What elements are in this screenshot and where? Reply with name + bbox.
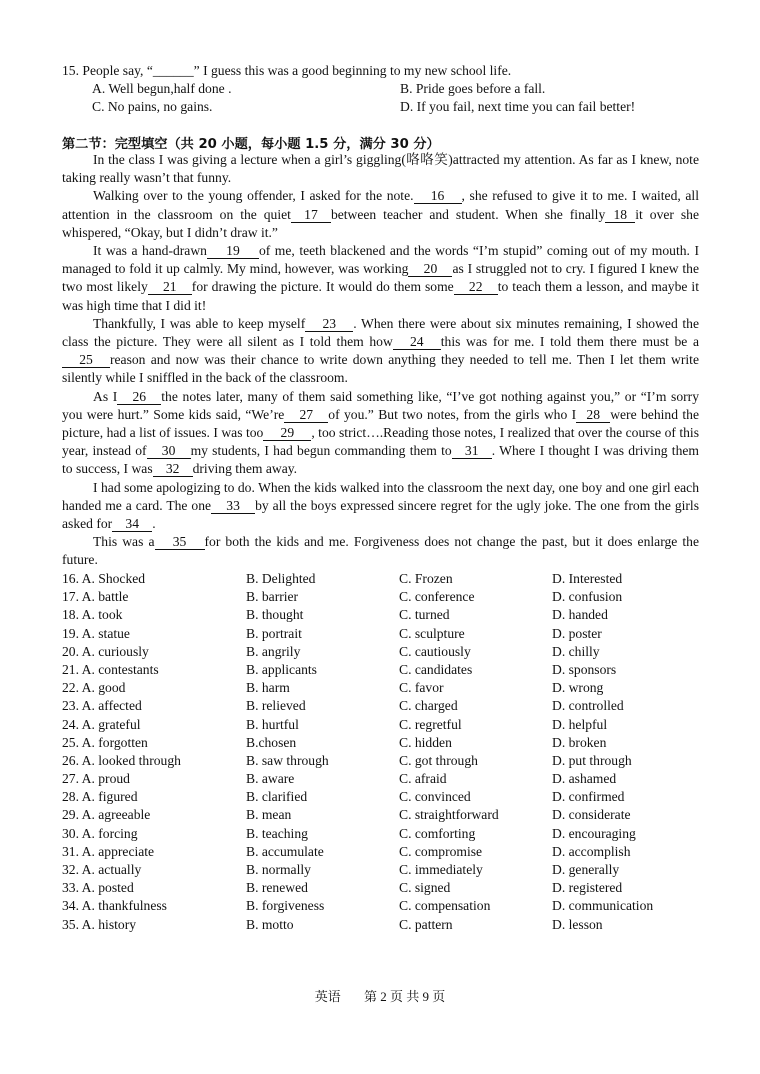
option-b: B. Pride goes before a fall.	[400, 81, 546, 96]
option-b: B. angrily	[246, 643, 301, 659]
option-row	[62, 588, 702, 606]
blank-35: 35	[155, 535, 205, 550]
paragraph-text: by all the boys expressed sincere regret for the ugly joke. The one from the girls asked for	[62, 497, 700, 532]
paragraph-text: this was for me. I told them there must be a	[440, 334, 699, 350]
blank-27: 27	[284, 408, 328, 423]
option-d: D. confirmed	[552, 789, 625, 805]
option-a: 26. A. looked through	[62, 752, 181, 768]
option-row	[62, 734, 702, 752]
option-a: 21. A. contestants	[62, 661, 159, 677]
paragraph-7	[62, 533, 699, 569]
option-d: D. confusion	[552, 589, 623, 605]
paragraph-4	[62, 315, 699, 388]
option-a: A. Well begun,half done .	[92, 81, 232, 96]
option-row	[62, 661, 702, 679]
option-a: 19. A. statue	[62, 625, 130, 641]
option-b: B. relieved	[246, 698, 306, 714]
option-a: 31. A. appreciate	[62, 843, 155, 859]
option-row	[62, 897, 702, 915]
paragraph-text: reason and now was their chance to write down anything they needed to tell me. Then I let them write silently while I sniffled in the back of the classroom.	[62, 352, 699, 386]
option-row	[62, 80, 702, 98]
option-a: 35. A. history	[62, 916, 137, 932]
option-d: D. If you fail, next time you can fail better!	[400, 99, 636, 114]
paragraph-text: driving them away.	[192, 461, 298, 477]
option-d: D. accomplish	[552, 843, 631, 859]
option-row	[62, 697, 702, 715]
option-row	[62, 643, 702, 661]
option-b: B. motto	[246, 916, 294, 932]
paragraph-text: This was a	[93, 534, 155, 550]
option-c: C. No pains, no gains.	[92, 99, 213, 114]
option-a: 32. A. actually	[62, 862, 142, 877]
option-d: D. broken	[552, 734, 607, 750]
section-title: 第二节：完型填空（共 20 小题，每小题 1.5 分，满分 30 分）	[62, 137, 440, 152]
paragraph-1	[62, 151, 699, 187]
paragraph-3	[62, 242, 699, 315]
paragraph-text: my students, I had begun commanding them to	[190, 443, 452, 459]
option-c: C. afraid	[399, 771, 447, 787]
option-d: D. sponsors	[552, 661, 617, 677]
blank-26: 26	[117, 390, 161, 405]
paragraph-text: of you.” But two notes, from the girls who I	[328, 406, 577, 422]
paragraph-6	[62, 479, 699, 534]
option-a: 17. A. battle	[62, 589, 129, 605]
paragraph-text: . When there were about six minutes remaining, I showed the class the picture. They were all silent as I told them how	[62, 315, 699, 350]
option-row	[62, 843, 702, 861]
option-a: 16. A. Shocked	[62, 571, 146, 586]
option-a: 20. A. curiously	[62, 643, 149, 659]
option-c: C. pattern	[399, 916, 453, 932]
option-a: 23. A. affected	[62, 698, 142, 714]
option-b: B. mean	[246, 807, 292, 823]
option-b: B. thought	[246, 607, 304, 623]
option-b: B. accumulate	[246, 843, 324, 859]
option-row	[62, 625, 702, 643]
blank-21: 21	[148, 280, 192, 295]
option-row	[62, 570, 702, 588]
paragraph-text: were behind the picture, had a list of issues. I was too	[62, 406, 699, 441]
option-b: B. aware	[246, 771, 295, 787]
blank-23: 23	[305, 317, 353, 332]
blank-31: 31	[452, 444, 492, 459]
option-row	[62, 825, 702, 843]
blank-22: 22	[454, 280, 498, 295]
option-row	[62, 752, 702, 770]
paragraph-text: Walking over to the young offender, I asked for the note.	[93, 188, 414, 204]
paragraph-text: .	[152, 516, 156, 532]
option-row	[62, 770, 702, 788]
option-row	[62, 806, 702, 824]
option-d: D. poster	[552, 625, 602, 641]
option-a: 18. A. took	[62, 607, 123, 623]
paragraph-text: it over she whispered, “Okay, but I didn’t draw it.”	[62, 206, 699, 240]
option-d: D. handed	[552, 607, 608, 623]
option-a: 25. A. forgotten	[62, 734, 148, 750]
option-b: B. applicants	[246, 661, 317, 677]
paragraph-text: to teach them a lesson, and maybe it was high time that I did it!	[62, 279, 699, 313]
option-b: B. saw through	[246, 752, 329, 768]
paragraph-text: It was a hand-drawn	[93, 243, 207, 259]
option-a: 33. A. posted	[62, 880, 134, 896]
option-row	[62, 98, 702, 116]
option-row	[62, 916, 702, 934]
paragraph-text: , she refused to give it to me. I waited, all attention in the classroom on the quiet	[62, 188, 699, 222]
paragraph-text: , too strict….Reading those notes, I realized that over the course of this year, instead of	[62, 425, 699, 459]
paragraph-text: I had some apologizing to do. When the kids walked into the classroom the next day, one boy and one girl each handed me a card. The one	[62, 479, 699, 513]
option-row	[62, 679, 702, 697]
option-b: B. barrier	[246, 589, 299, 605]
option-a: 27. A. proud	[62, 771, 130, 787]
option-row	[62, 879, 702, 897]
blank-17: 17	[291, 208, 331, 223]
paragraph-text: In the class I was giving a lecture when a girl’s giggling(咯咯笑)attracted my attention. As far as I knew, note taking really wasn’t that funny.	[62, 152, 699, 186]
option-c: C. hidden	[399, 734, 452, 750]
option-c: C. cautiously	[399, 643, 471, 659]
option-c: C. conference	[399, 589, 475, 605]
option-c: C. regretful	[399, 716, 462, 732]
option-d: D. communication	[552, 898, 654, 914]
footer-subject: 英语	[314, 989, 341, 1004]
question-15	[62, 62, 702, 116]
paragraph-text: the notes later, many of them said something like, “I’ve got nothing against you,” or “I’m sorry you were hurt.” Some kids said, “We’re	[62, 388, 699, 422]
option-c: C. signed	[399, 880, 451, 896]
blank-29: 29	[263, 426, 311, 441]
option-d: D. registered	[552, 880, 623, 896]
paragraph-text: of me, teeth blackened and the words “I’m stupid” coming out of my mouth. I managed to fold it up calmly. My mind, however, was working	[62, 243, 699, 277]
blank-28: 28	[576, 408, 610, 423]
option-b: B. Delighted	[246, 571, 316, 586]
option-a: 24. A. grateful	[62, 716, 141, 732]
paragraph-text: between teacher and student. When she finally	[330, 206, 606, 222]
paragraph-text: for drawing the picture. It would do them some	[191, 279, 454, 295]
paragraph-text: for both the kids and me. Forgiveness does not change the past, but it does enlarge the future.	[62, 534, 699, 568]
page-footer	[0, 986, 760, 1005]
paragraph-2	[62, 187, 699, 242]
option-b: B. portrait	[246, 625, 302, 641]
option-row	[62, 716, 702, 734]
answer-options	[62, 570, 702, 934]
blank-18: 18	[605, 208, 635, 223]
option-a: 30. A. forcing	[62, 825, 138, 841]
option-b: B. harm	[246, 680, 290, 696]
paragraph-5	[62, 388, 699, 479]
option-d: D. lesson	[552, 916, 603, 932]
option-c: C. turned	[399, 607, 450, 623]
option-c: C. compensation	[399, 898, 491, 914]
blank-19: 19	[207, 244, 259, 259]
option-c: C. immediately	[399, 862, 483, 877]
option-b: B. forgiveness	[246, 898, 325, 914]
option-d: D. put through	[552, 752, 632, 768]
option-row	[62, 788, 702, 806]
option-d: D. chilly	[552, 643, 600, 659]
paragraph-text: as I struggled not to cry. I figured I knew the two most likely	[62, 261, 699, 295]
option-c: C. got through	[399, 752, 478, 768]
option-d: D. Interested	[552, 571, 623, 586]
footer-page-number: 第 2 页 共 9 页	[364, 989, 446, 1004]
option-c: C. Frozen	[399, 571, 453, 586]
option-row	[62, 606, 702, 624]
option-c: C. candidates	[399, 661, 473, 677]
option-a: 28. A. figured	[62, 789, 138, 805]
cloze-passage	[62, 151, 699, 570]
option-b: B. hurtful	[246, 716, 299, 732]
option-d: D. helpful	[552, 716, 608, 732]
option-d: D. ashamed	[552, 771, 617, 787]
question-stem: 15. People say, “______” I guess this was a good beginning to my new school life.	[62, 63, 512, 78]
blank-32: 32	[153, 462, 193, 477]
blank-25: 25	[62, 353, 110, 368]
option-b: B. teaching	[246, 825, 308, 841]
option-d: D. wrong	[552, 680, 604, 696]
option-a: 29. A. agreeable	[62, 807, 151, 823]
option-b: B.chosen	[246, 734, 297, 750]
option-c: C. straightforward	[399, 807, 499, 823]
option-a: 22. A. good	[62, 680, 126, 696]
option-b: B. normally	[246, 862, 311, 877]
option-a: 34. A. thankfulness	[62, 898, 167, 914]
option-b: B. renewed	[246, 880, 308, 896]
option-d: D. controlled	[552, 698, 624, 714]
blank-33: 33	[211, 499, 255, 514]
blank-30: 30	[147, 444, 191, 459]
option-d: D. considerate	[552, 807, 631, 823]
blank-16: 16	[414, 189, 462, 204]
blank-20: 20	[408, 262, 452, 277]
option-c: C. charged	[399, 698, 458, 714]
blank-34: 34	[112, 517, 152, 532]
paragraph-text: As I	[93, 388, 118, 404]
paragraph-text: Thankfully, I was able to keep myself	[93, 315, 306, 331]
option-c: C. sculpture	[399, 625, 465, 641]
option-c: C. favor	[399, 680, 444, 696]
option-d: D. encouraging	[552, 825, 636, 841]
option-c: C. comforting	[399, 825, 476, 841]
paragraph-text: . Where I thought I was driving them to success, I was	[62, 443, 699, 477]
blank-24: 24	[393, 335, 441, 350]
option-c: C. convinced	[399, 789, 471, 805]
option-row	[62, 861, 702, 879]
option-b: B. clarified	[246, 789, 308, 805]
option-d: D. generally	[552, 862, 620, 877]
option-c: C. compromise	[399, 843, 483, 859]
